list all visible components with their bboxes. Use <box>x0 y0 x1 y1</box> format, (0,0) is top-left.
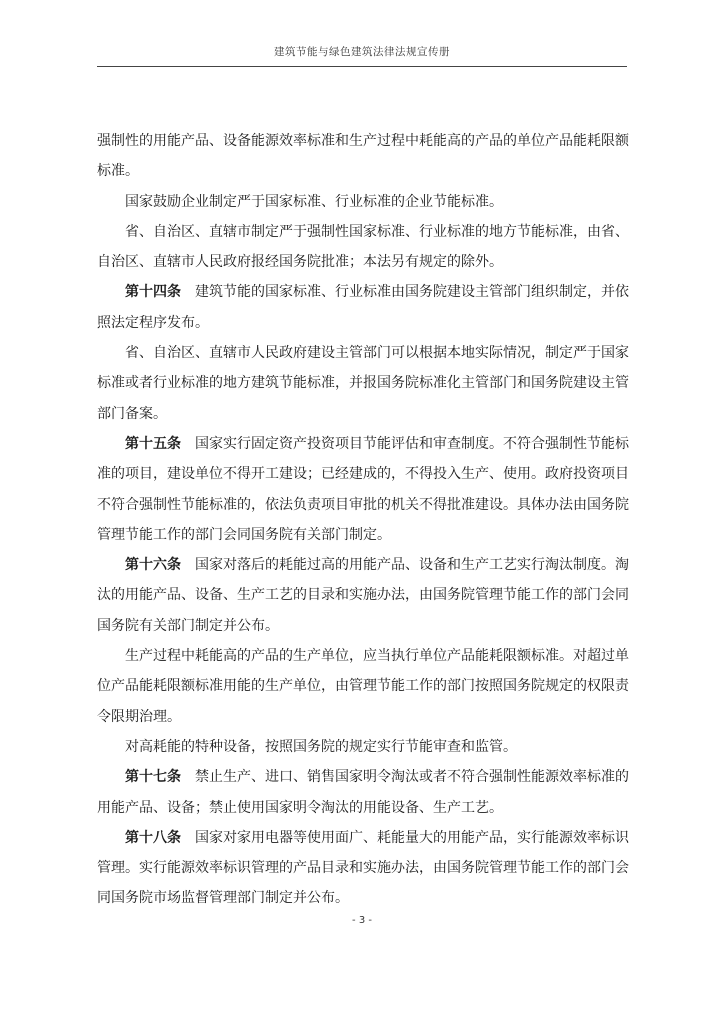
paragraph-text: 国家对落后的耗能过高的用能产品、设备和生产工艺实行淘汰制度。淘汰的用能产品、设备、生产工艺的目录和实施办法，由国务院管理节能工作的部门会同国务院有关部门制定并公布。 <box>97 557 629 634</box>
document-body <box>97 126 629 914</box>
paragraph <box>97 217 629 278</box>
article-number: 第十五条 <box>125 435 181 452</box>
article-17-paragraph <box>97 762 629 823</box>
paragraph-continuation <box>97 126 629 187</box>
paragraph-text: 国家实行固定资产投资项目节能评估和审查制度。不符合强制性节能标准的项目，建设单位不得开工建设；已经建成的，不得投入生产、使用。政府投资项目不符合强制性节能标准的，依法负责项目审批的机关不得批准建设。具体办法由国务院管理节能工作的部门会同国务院有关部门制定。 <box>97 435 629 543</box>
article-18-paragraph <box>97 823 629 914</box>
paragraph <box>97 187 629 217</box>
paragraph-text: 省、自治区、直辖市人民政府建设主管部门可以根据本地实际情况，制定严于国家标准或者行业标准的地方建筑节能标准，并报国务院标准化主管部门和国务院建设主管部门备案。 <box>97 345 629 422</box>
paragraph <box>97 732 629 762</box>
paragraph-text: 国家对家用电器等使用面广、耗能量大的用能产品，实行能源效率标识管理。实行能源效率标识管理的产品目录和实施办法，由国务院管理节能工作的部门会同国务院市场监督管理部门制定并公布。 <box>97 829 629 907</box>
article-number: 第十六条 <box>125 557 181 574</box>
article-number: 第十八条 <box>125 829 181 846</box>
paragraph-text: 强制性的用能产品、设备能源效率标准和生产过程中耗能高的产品的单位产品能耗限额标准。 <box>97 133 629 180</box>
article-number: 第十四条 <box>125 284 181 301</box>
paragraph <box>97 338 629 429</box>
article-number: 第十七条 <box>125 769 181 786</box>
paragraph-text: 禁止生产、进口、销售国家明令淘汰或者不符合强制性能源效率标准的用能产品、设备；禁止使用国家明令淘汰的用能设备、生产工艺。 <box>97 769 629 816</box>
paragraph-text: 对高耗能的特种设备，按照国务院的规定实行节能审查和监管。 <box>125 738 517 755</box>
paragraph-text: 建筑节能的国家标准、行业标准由国务院建设主管部门组织制定，并依照法定程序发布。 <box>97 284 629 331</box>
paragraph-text: 国家鼓励企业制定严于国家标准、行业标准的企业节能标准。 <box>125 193 503 210</box>
paragraph-text: 生产过程中耗能高的产品的生产单位，应当执行单位产品能耗限额标准。对超过单位产品能耗限额标准用能的生产单位，由管理节能工作的部门按照国务院规定的权限责令限期治理。 <box>97 648 629 725</box>
header-divider <box>97 66 627 67</box>
paragraph-text: 省、自治区、直辖市制定严于强制性国家标准、行业标准的地方节能标准，由省、自治区、直辖市人民政府报经国务院批准；本法另有规定的除外。 <box>97 223 629 271</box>
paragraph <box>97 641 629 732</box>
running-header: 建筑节能与绿色建筑法律法规宣传册 <box>274 46 450 58</box>
article-14-paragraph <box>97 277 629 338</box>
page-number: - 3 - <box>352 915 372 926</box>
article-16-paragraph <box>97 550 629 641</box>
article-15-paragraph <box>97 429 629 550</box>
